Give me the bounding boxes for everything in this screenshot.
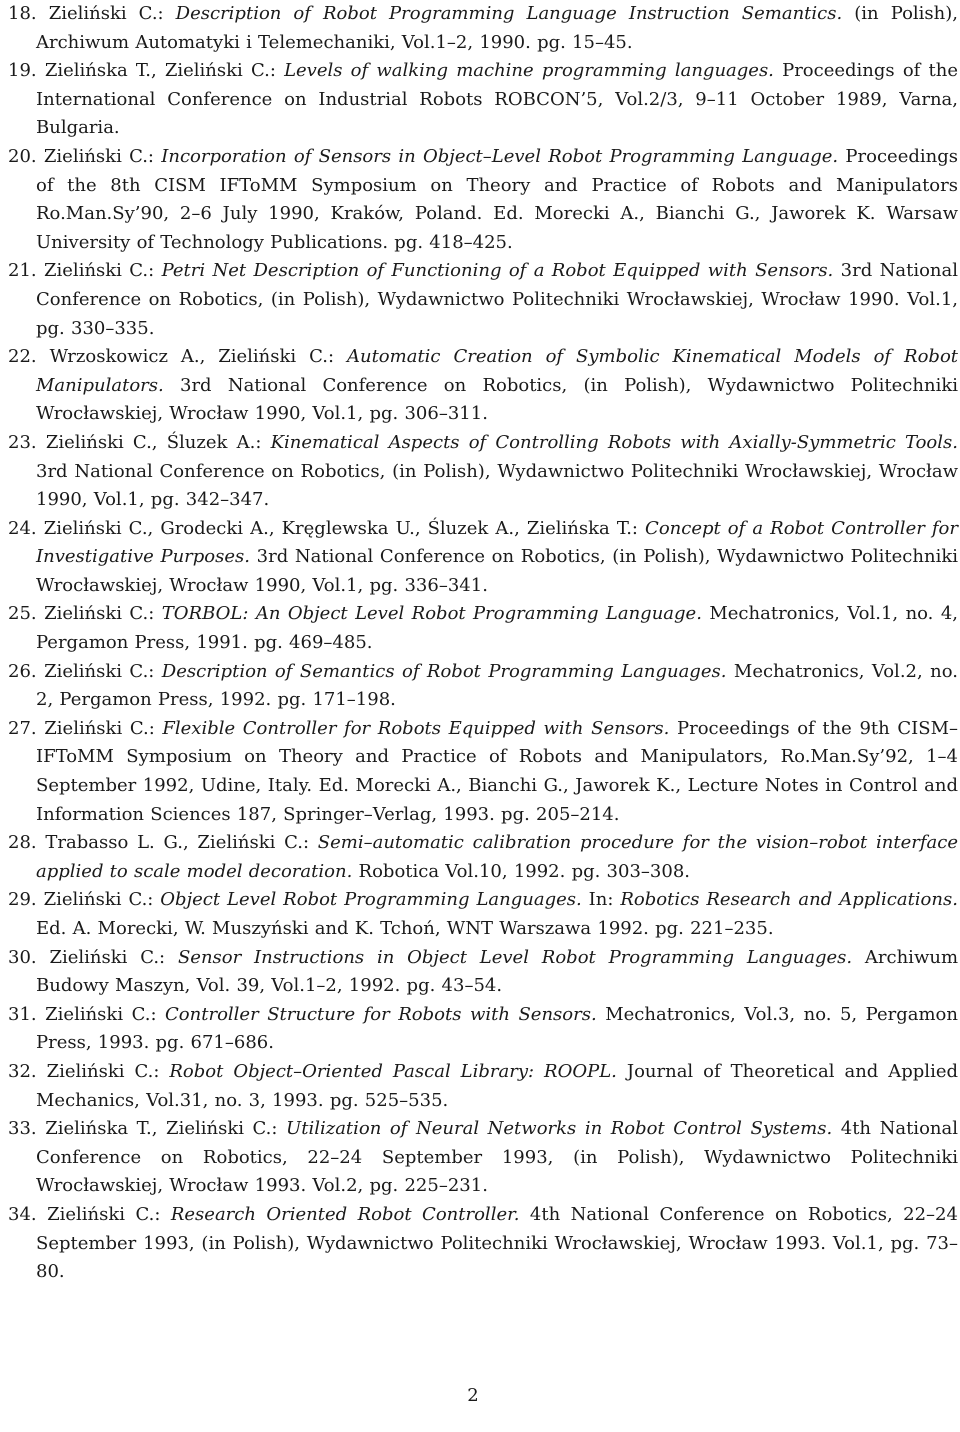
reference-number: 25. [8, 603, 37, 625]
reference-item [8, 944, 958, 1001]
reference-item [8, 257, 958, 343]
reference-authors: Zieliński C.: [44, 660, 155, 682]
reference-number: 26. [8, 660, 37, 682]
reference-title: TORBOL: An Object Level Robot Programming Language. [161, 603, 702, 625]
reference-number: 33. [8, 1118, 37, 1140]
reference-number: 28. [8, 832, 37, 854]
reference-number: 30. [8, 946, 37, 968]
reference-item [8, 429, 958, 515]
reference-details: Robotica Vol.10, 1992. pg. 303–308. [358, 860, 690, 882]
reference-number: 20. [8, 145, 37, 167]
reference-title: Flexible Controller for Robots Equipped with Sensors. [162, 717, 670, 739]
reference-item [8, 1201, 958, 1287]
reference-authors: Zieliński C.: [47, 1203, 161, 1225]
reference-details: 3rd National Conference on Robotics, (in Polish), Wydawnictwo Politechniki Wrocławskiej, Wrocław 1990. Vol.1, pg. 330–335. [36, 260, 959, 339]
reference-item [8, 600, 958, 657]
reference-item [8, 57, 958, 143]
page-number: 2 [467, 1385, 479, 1406]
reference-number: 19. [8, 60, 37, 82]
reference-item [8, 658, 958, 715]
reference-authors: Zieliński C.: [44, 717, 155, 739]
reference-number: 29. [8, 889, 37, 911]
reference-details: 3rd National Conference on Robotics, (in Polish), Wydawnictwo Politechniki Wrocławskiej, Wrocław 1990, Vol.1, pg. 336–341. [36, 546, 958, 596]
reference-authors: Zieliński C., Śluzek A.: [45, 431, 262, 453]
reference-title: Description of Robot Programming Language Instruction Semantics. [175, 3, 843, 24]
reference-authors: Zieliński C.: [44, 260, 155, 282]
reference-item [8, 1001, 958, 1058]
reference-number: 31. [8, 1003, 37, 1025]
reference-title: Incorporation of Sensors in Object–Level Robot Programming Language. [161, 145, 839, 167]
reference-title: Description of Semantics of Robot Programming Languages. [161, 660, 727, 682]
reference-number: 34. [8, 1203, 37, 1225]
reference-title: Kinematical Aspects of Controlling Robots with Axially-Symmetric Tools. [270, 431, 958, 453]
reference-details: Archiwum Budowy Maszyn, Vol. 39, Vol.1–2, 1992. pg. 43–54. [36, 946, 959, 997]
reference-number: 22. [8, 346, 37, 368]
reference-details: (in Polish), Archiwum Automatyki i Telemechaniki, Vol.1–2, 1990. pg. 15–45. [36, 3, 958, 53]
reference-authors: Zieliński C.: [46, 1060, 160, 1082]
reference-book-details: Ed. A. Morecki, W. Muszyński and K. Tchoń, WNT Warszawa 1992. pg. 221–235. [36, 918, 774, 939]
reference-title: Research Oriented Robot Controller. [170, 1203, 520, 1225]
reference-details: Mechatronics, Vol.3, no. 5, Pergamon Press, 1993. pg. 671–686. [36, 1003, 958, 1054]
reference-authors: Zieliński C.: [44, 603, 155, 625]
reference-title: Petri Net Description of Functioning of a Robot Equipped with Sensors. [161, 260, 834, 282]
reference-item [8, 0, 958, 57]
reference-details: Mechatronics, Vol.2, no. 2, Pergamon Press, 1992. pg. 171–198. [36, 660, 958, 711]
reference-authors: Zieliński C.: [43, 145, 154, 167]
reference-item [8, 143, 958, 257]
reference-book-title: Robotics Research and Applications. [620, 889, 958, 911]
reference-details: Proceedings of the 9th CISM–IFToMM Symposium on Theory and Practice of Robots and Manipulators, Ro.Man.Sy’92, 1–4 September 1992, Udine, Italy. Ed. Morecki A., Bianchi G., Jaworek K., Lecture Notes in Control and Information Sciences 187, Springer–Verlag, 1993. pg. 205–214. [36, 717, 959, 825]
reference-details: 4th National Conference on Robotics, 22–24 September 1993, (in Polish), Wydawnictwo Politechniki Wrocławskiej, Wrocław 1993. Vol.2, pg. 225–231. [36, 1118, 958, 1197]
reference-title: Semi–automatic calibration procedure for the vision–robot interface applied to scale model decoration. [36, 832, 958, 882]
reference-details: 3rd National Conference on Robotics, (in Polish), Wydawnictwo Politechniki Wrocławskiej, Wrocław 1990, Vol.1, pg. 306–311. [36, 374, 958, 425]
reference-item [8, 715, 958, 829]
reference-details: 3rd National Conference on Robotics, (in Polish), Wydawnictwo Politechniki Wrocławskiej, Wrocław 1990, Vol.1, pg. 342–347. [36, 460, 958, 511]
reference-authors: Zieliński C.: [49, 946, 166, 968]
reference-authors: Zielińska T., Zieliński C.: [45, 1118, 278, 1140]
reference-list [8, 0, 958, 1287]
reference-details: In: [588, 889, 614, 911]
reference-item [8, 829, 958, 886]
reference-title: Automatic Creation of Symbolic Kinematical Models of Robot Manipulators. [36, 346, 959, 396]
reference-number: 23. [8, 431, 37, 453]
reference-details: Proceedings of the 8th CISM IFToMM Symposium on Theory and Practice of Robots and Manipulators Ro.Man.Sy’90, 2–6 July 1990, Kraków, Poland. Ed. Morecki A., Bianchi G., Jaworek K. Warsaw University of Technology Publications. pg. 418–425. [36, 145, 958, 253]
reference-details: 4th National Conference on Robotics, 22–24 September 1993, (in Polish), Wydawnictwo Politechniki Wrocławskiej, Wrocław 1993. Vol.1, pg. 73–80. [36, 1203, 958, 1283]
reference-number: 27. [8, 717, 37, 739]
reference-item [8, 886, 958, 943]
reference-details: Proceedings of the International Conference on Industrial Robots ROBCON’5, Vol.2/3, 9–11 October 1989, Varna, Bulgaria. [36, 60, 958, 139]
reference-item [8, 1115, 958, 1201]
reference-details: Journal of Theoretical and Applied Mechanics, Vol.31, no. 3, 1993. pg. 525–535. [36, 1060, 958, 1111]
reference-title: Concept of a Robot Controller for Investigative Purposes. [36, 517, 958, 568]
reference-details: Mechatronics, Vol.1, no. 4, Pergamon Press, 1991. pg. 469–485. [36, 603, 958, 654]
reference-title: Levels of walking machine programming languages. [284, 60, 774, 82]
reference-authors: Zieliński C.: [45, 1003, 157, 1025]
reference-item [8, 1058, 958, 1115]
reference-page [8, 0, 959, 1406]
reference-number: 24. [8, 517, 37, 539]
reference-title: Object Level Robot Programming Languages. [160, 889, 582, 911]
reference-authors: Zielińska T., Zieliński C.: [44, 60, 276, 82]
reference-title: Utilization of Neural Networks in Robot Control Systems. [286, 1118, 833, 1140]
reference-title: Sensor Instructions in Object Level Robot Programming Languages. [177, 946, 853, 968]
reference-number: 18. [8, 3, 37, 24]
reference-title: Robot Object–Oriented Pascal Library: ROOPL. [169, 1060, 617, 1082]
reference-authors: Zieliński C., Grodecki A., Kręglewska U., Śluzek A., Zielińska T.: [43, 517, 638, 539]
reference-number: 21. [8, 260, 37, 282]
reference-title: Controller Structure for Robots with Sensors. [165, 1003, 597, 1025]
reference-number: 32. [8, 1060, 37, 1082]
reference-authors: Zieliński C.: [48, 3, 164, 24]
reference-authors: Wrzoskowicz A., Zieliński C.: [49, 346, 335, 368]
reference-authors: Zieliński C.: [43, 889, 154, 911]
reference-authors: Trabasso L. G., Zieliński C.: [45, 832, 310, 854]
reference-item [8, 343, 958, 429]
reference-item [8, 515, 958, 601]
